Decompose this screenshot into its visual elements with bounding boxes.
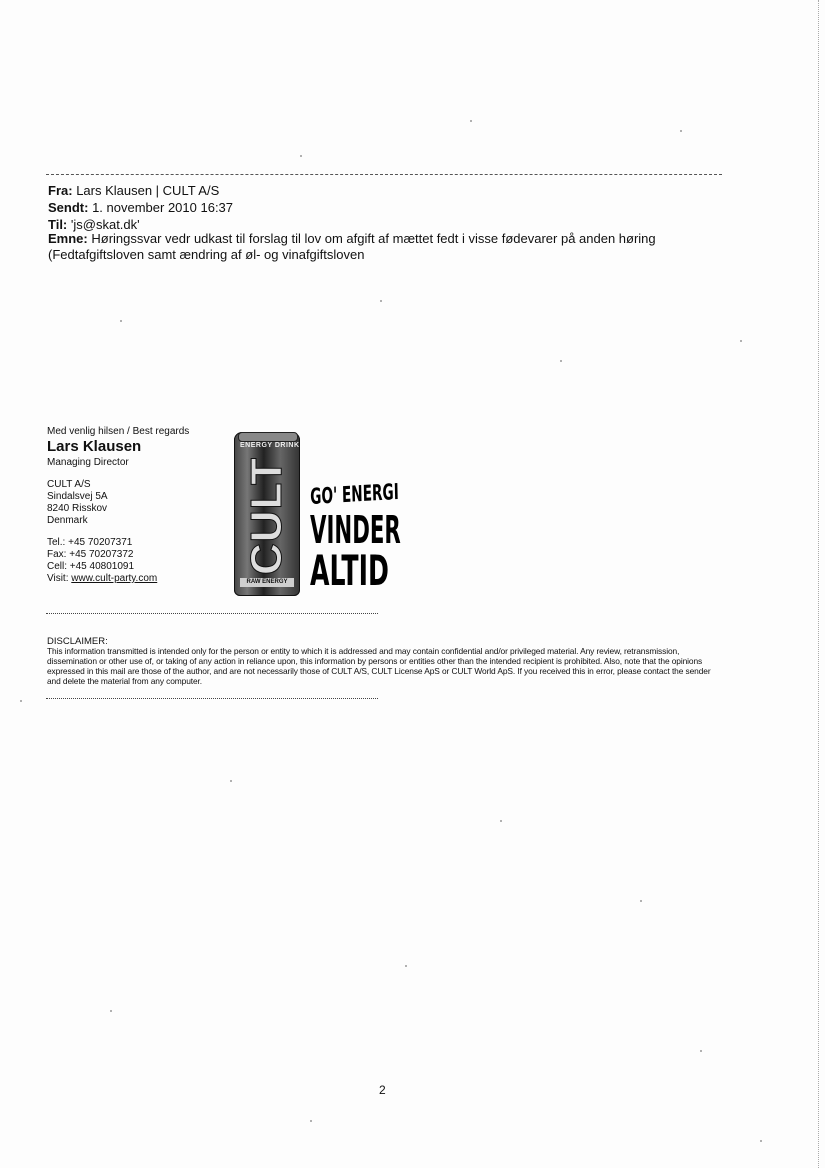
- subject-line: [48, 230, 656, 247]
- can-label: ENERGY DRINK: [240, 442, 300, 449]
- from-value: Lars Klausen | CULT A/S: [76, 183, 220, 198]
- can-lid: [238, 432, 298, 442]
- signature-cell: Cell: +45 40801091: [47, 561, 135, 572]
- signature-divider: [46, 613, 378, 614]
- subject-line-2: (Fedtafgiftsloven samt ændring af øl- og vinafgiftsloven: [48, 247, 365, 262]
- sent-line: [48, 199, 233, 216]
- subject-label: Emne:: [48, 231, 88, 246]
- sent-value: 1. november 2010 16:37: [92, 200, 234, 215]
- signature-title: Managing Director: [47, 457, 129, 468]
- energy-can-image: [234, 432, 300, 596]
- signature-tel: Tel.: +45 70207371: [47, 537, 133, 548]
- cult-energy-ad: [230, 428, 426, 598]
- signature-country: Denmark: [47, 515, 88, 526]
- signature-company: CULT A/S: [47, 479, 91, 490]
- website-link[interactable]: www.cult-party.com: [71, 573, 158, 584]
- signature-visit: [47, 573, 157, 584]
- sent-label: Sendt:: [48, 200, 89, 215]
- visit-label: Visit:: [47, 573, 69, 584]
- disclaimer-body: This information transmitted is intended only for the person or entity to which it is addressed and may contain confidential and/or privileged material. Any review, retransmission, dissemination or other use of, or taking of any action in reliance upon, this information by persons or entities other than the intended recipient is prohibited. Also, note that the opinions expressed in this mail are those of the author, and are not necessarily those of CULT A/S, CULT License ApS or CULT World ApS. If you received this in error, please contact the sender and delete the material from any computer.: [47, 646, 711, 686]
- disclaimer-divider: [46, 698, 378, 699]
- page-number: 2: [379, 1083, 386, 1097]
- disclaimer-title: DISCLAIMER:: [47, 636, 108, 647]
- signature-name: Lars Klausen: [47, 438, 142, 455]
- signature-address2: 8240 Risskov: [47, 503, 108, 514]
- header-rule: [46, 174, 722, 175]
- from-label: Fra:: [48, 183, 73, 198]
- can-brand-logo: [242, 456, 292, 576]
- can-bottom-label: RAW ENERGY: [240, 578, 294, 587]
- slogan-line-1: GO' ENERGI: [310, 480, 400, 510]
- to-value: 'js@skat.dk': [70, 217, 140, 232]
- slogan-line-2: VINDER: [310, 508, 401, 552]
- from-line: [48, 182, 219, 199]
- scan-edge: [817, 0, 819, 1168]
- to-label: Til:: [48, 217, 68, 232]
- slogan-line-3: ALTID: [310, 546, 389, 595]
- signature-address1: Sindalsvej 5A: [47, 491, 108, 502]
- signature-fax: Fax: +45 70207372: [47, 549, 134, 560]
- greeting: Med venlig hilsen / Best regards: [47, 426, 190, 437]
- subject-value: Høringssvar vedr udkast til forslag til lov om afgift af mættet fedt i visse fødevarer på anden høring: [91, 231, 656, 246]
- can-brand-text: CULT: [242, 456, 292, 576]
